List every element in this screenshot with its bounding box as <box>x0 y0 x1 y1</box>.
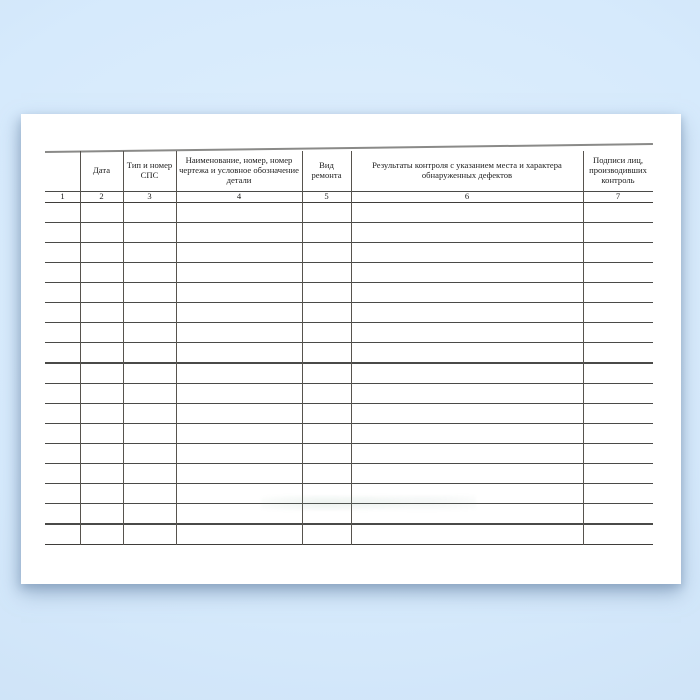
column-header-blank <box>45 151 80 191</box>
column-number-5: 5 <box>324 191 329 202</box>
column-header-date: Дата <box>92 165 111 176</box>
empty-table-row <box>45 202 653 222</box>
empty-table-row <box>45 302 653 322</box>
empty-table-row <box>45 362 653 382</box>
paper-sheet <box>21 114 681 584</box>
column-header-part: Наименование, номер, номер чертежа и условное обозначение детали <box>179 155 299 185</box>
column-number-3: 3 <box>147 191 152 202</box>
empty-table-row <box>45 242 653 262</box>
column-number-1: 1 <box>60 191 65 202</box>
column-divider-line <box>123 151 124 545</box>
column-number-6: 6 <box>464 191 470 202</box>
journal-table <box>45 151 653 545</box>
row-line <box>45 544 653 546</box>
empty-table-row <box>45 423 653 443</box>
empty-table-row <box>45 282 653 302</box>
empty-table-row <box>45 503 653 523</box>
empty-table-row <box>45 403 653 423</box>
empty-table-row <box>45 322 653 342</box>
column-header-results: Результаты контроля с указанием места и характера обнаруженных дефектов <box>372 160 562 180</box>
column-number-7: 7 <box>615 191 621 202</box>
column-divider-line <box>583 151 584 545</box>
empty-table-row <box>45 262 653 282</box>
column-divider-line <box>351 151 352 545</box>
empty-table-row <box>45 443 653 463</box>
empty-table-row <box>45 383 653 403</box>
column-divider-line <box>176 151 177 545</box>
empty-table-row <box>45 342 653 362</box>
empty-table-row <box>45 483 653 503</box>
column-divider-line <box>80 151 81 545</box>
empty-table-row <box>45 222 653 242</box>
column-number-4: 4 <box>236 191 242 202</box>
empty-table-row <box>45 463 653 483</box>
column-header-sps: Тип и номер СПС <box>126 160 173 180</box>
empty-table-row <box>45 523 653 543</box>
column-header-signs: Подписи лиц, производивших контроль <box>589 155 647 185</box>
column-header-repair: Вид ремонта <box>311 160 342 180</box>
column-divider-line <box>302 151 303 545</box>
column-number-2: 2 <box>99 191 104 202</box>
